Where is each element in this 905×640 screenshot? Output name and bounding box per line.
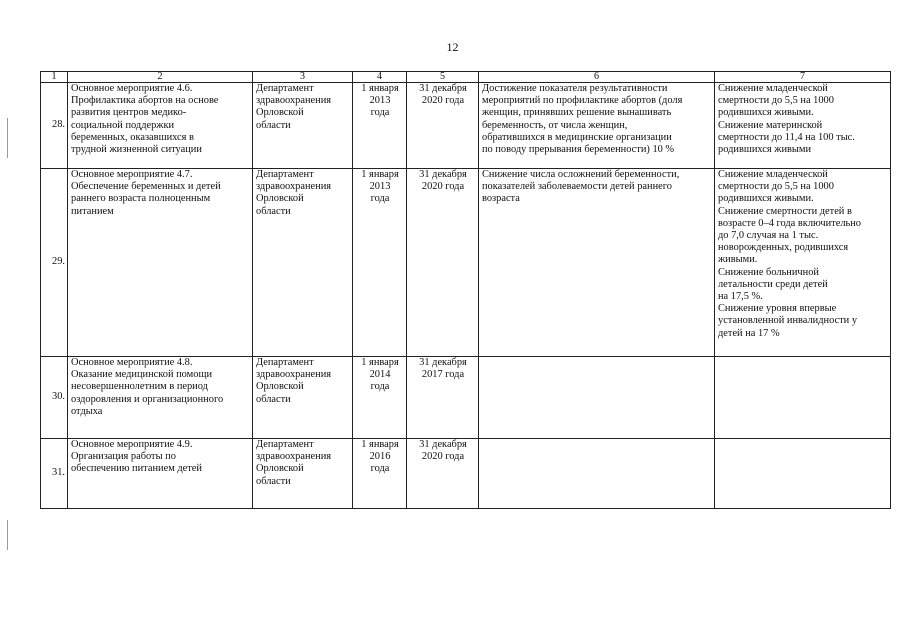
indicators-cell [715,357,891,439]
activity-cell: Основное мероприятие 4.8. Оказание медицинской помощи несовершеннолетним в период оздоровления и организационного отдыха [68,357,253,439]
start-date-cell: 1 января 2014 года [353,357,407,439]
executor-cell: Департамент здравоохранения Орловской области [253,357,353,439]
executor-cell: Департамент здравоохранения Орловской области [253,439,353,509]
column-header: 3 [253,72,353,83]
scan-edge-mark-top [7,118,8,158]
indicators-cell [715,439,891,509]
indicators-cell: Снижение младенческой смертности до 5,5 на 1000 родившихся живыми. Снижение смертности детей в возрасте 0–4 года включительно до 7,0 случая на 1 тыс. новорожденных, родившихся живыми. Снижение больничной летальности среди детей на 17,5 %. Снижение уровня впервые установленной инвалидности у детей на 17 % [715,169,891,357]
executor-cell: Департамент здравоохранения Орловской области [253,83,353,169]
activity-cell: Основное мероприятие 4.9. Организация работы по обеспечению питанием детей [68,439,253,509]
table-row [41,357,891,439]
end-date-cell: 31 декабря 2020 года [407,169,479,357]
indicators-cell: Снижение младенческой смертности до 5,5 на 1000 родившихся живыми. Снижение материнской смертности до 11,4 на 100 тыс. родившихся живыми [715,83,891,169]
end-date-cell: 31 декабря 2020 года [407,83,479,169]
column-header: 7 [715,72,891,83]
end-date-cell: 31 декабря 2020 года [407,439,479,509]
table-row [41,83,891,169]
result-cell: Достижение показателя результативности мероприятий по профилактике абортов (доля женщин, принявших решение вынашивать беременность, от числа женщин, обратившихся в медицинские организации по поводу прерывания беременности) 10 % [479,83,715,169]
start-date-cell: 1 января 2013 года [353,83,407,169]
row-number: 28. [41,83,68,169]
column-header: 6 [479,72,715,83]
start-date-cell: 1 января 2016 года [353,439,407,509]
column-header: 2 [68,72,253,83]
result-cell [479,357,715,439]
row-number: 30. [41,357,68,439]
column-header: 5 [407,72,479,83]
table-row [41,169,891,357]
column-header: 4 [353,72,407,83]
start-date-cell: 1 января 2013 года [353,169,407,357]
column-header: 1 [41,72,68,83]
executor-cell: Департамент здравоохранения Орловской области [253,169,353,357]
scan-edge-mark-bottom [7,520,8,550]
activity-cell: Основное мероприятие 4.6. Профилактика абортов на основе развития центров медико- социальной поддержки беременных, оказавшихся в трудной жизненной ситуации [68,83,253,169]
page-number: 12 [446,40,459,54]
end-date-cell: 31 декабря 2017 года [407,357,479,439]
result-cell: Снижение числа осложнений беременности, показателей заболеваемости детей раннего возраста [479,169,715,357]
activities-table [40,71,891,509]
table-header-row [41,72,891,83]
row-number: 31. [41,439,68,509]
table-row [41,439,891,509]
row-number: 29. [41,169,68,357]
activity-cell: Основное мероприятие 4.7. Обеспечение беременных и детей раннего возраста полноценным питанием [68,169,253,357]
result-cell [479,439,715,509]
